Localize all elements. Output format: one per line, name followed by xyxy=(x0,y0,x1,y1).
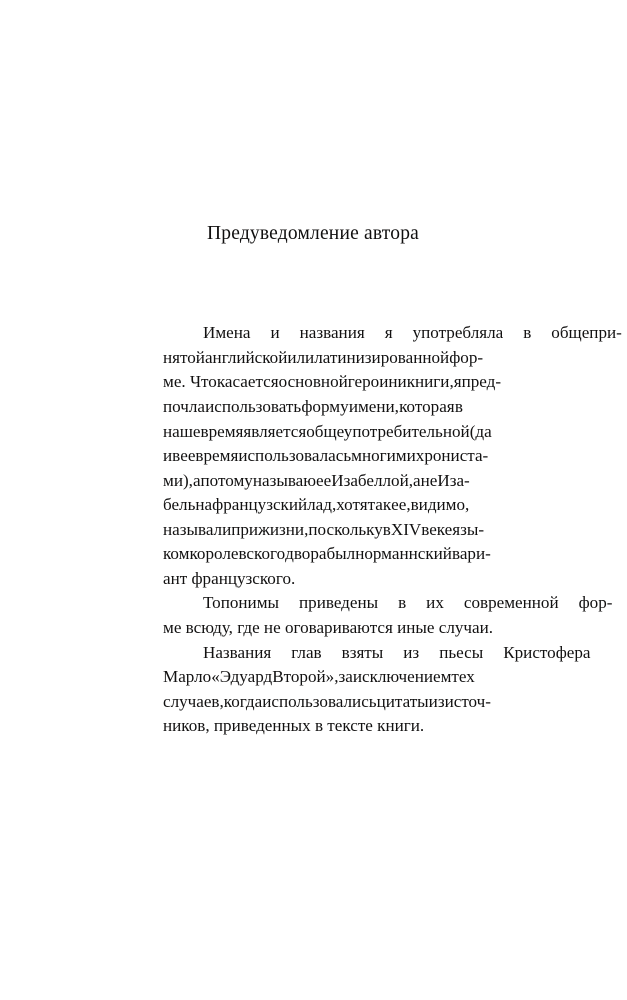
text-line: почла использовать форму имени, которая в xyxy=(163,397,463,417)
paragraph-chapter-titles xyxy=(163,641,591,739)
text-line: ме. Что касается основной героини книги, я пред- xyxy=(163,372,502,392)
text-line: ми), а потому называю ее Изабеллой, а не Иза- xyxy=(163,470,470,490)
text-line: наше время является общеупотребительной (да xyxy=(163,421,492,441)
text-line: и в ее время использовалась многими хрониста- xyxy=(163,446,489,466)
text-line: ком королевского двора был норманнский вари- xyxy=(163,544,491,564)
text-line: Имена и названия я употребляла в общепри- xyxy=(203,323,622,343)
text-line: называли при жизни, поскольку в XIV веке язы- xyxy=(163,519,485,539)
text-line: ме всюду, где не оговариваются иные случаи. xyxy=(163,617,494,637)
paragraph-toponyms xyxy=(163,591,613,640)
text-line: Марло «Эдуард Второй», за исключением тех xyxy=(163,667,475,687)
text-line: ников, приведенных в тексте книги. xyxy=(163,716,425,736)
body-copy xyxy=(163,321,622,738)
text-line: ант французского. xyxy=(163,568,296,588)
text-line: Названия глав взяты из пьесы Кристофера xyxy=(203,642,591,662)
text-line: нятой английской или латинизированной фор- xyxy=(163,347,484,367)
paragraph-names-and-titles xyxy=(163,321,622,591)
text-line: случаев, когда использовались цитаты из источ- xyxy=(163,691,491,711)
text-line: Топонимы приведены в их современной фор- xyxy=(203,593,613,613)
page-title: Предуведомление автора xyxy=(206,223,420,244)
text-line: бель на французский лад, хотя так ее, видимо, xyxy=(163,495,470,515)
page-text-block xyxy=(163,222,622,739)
